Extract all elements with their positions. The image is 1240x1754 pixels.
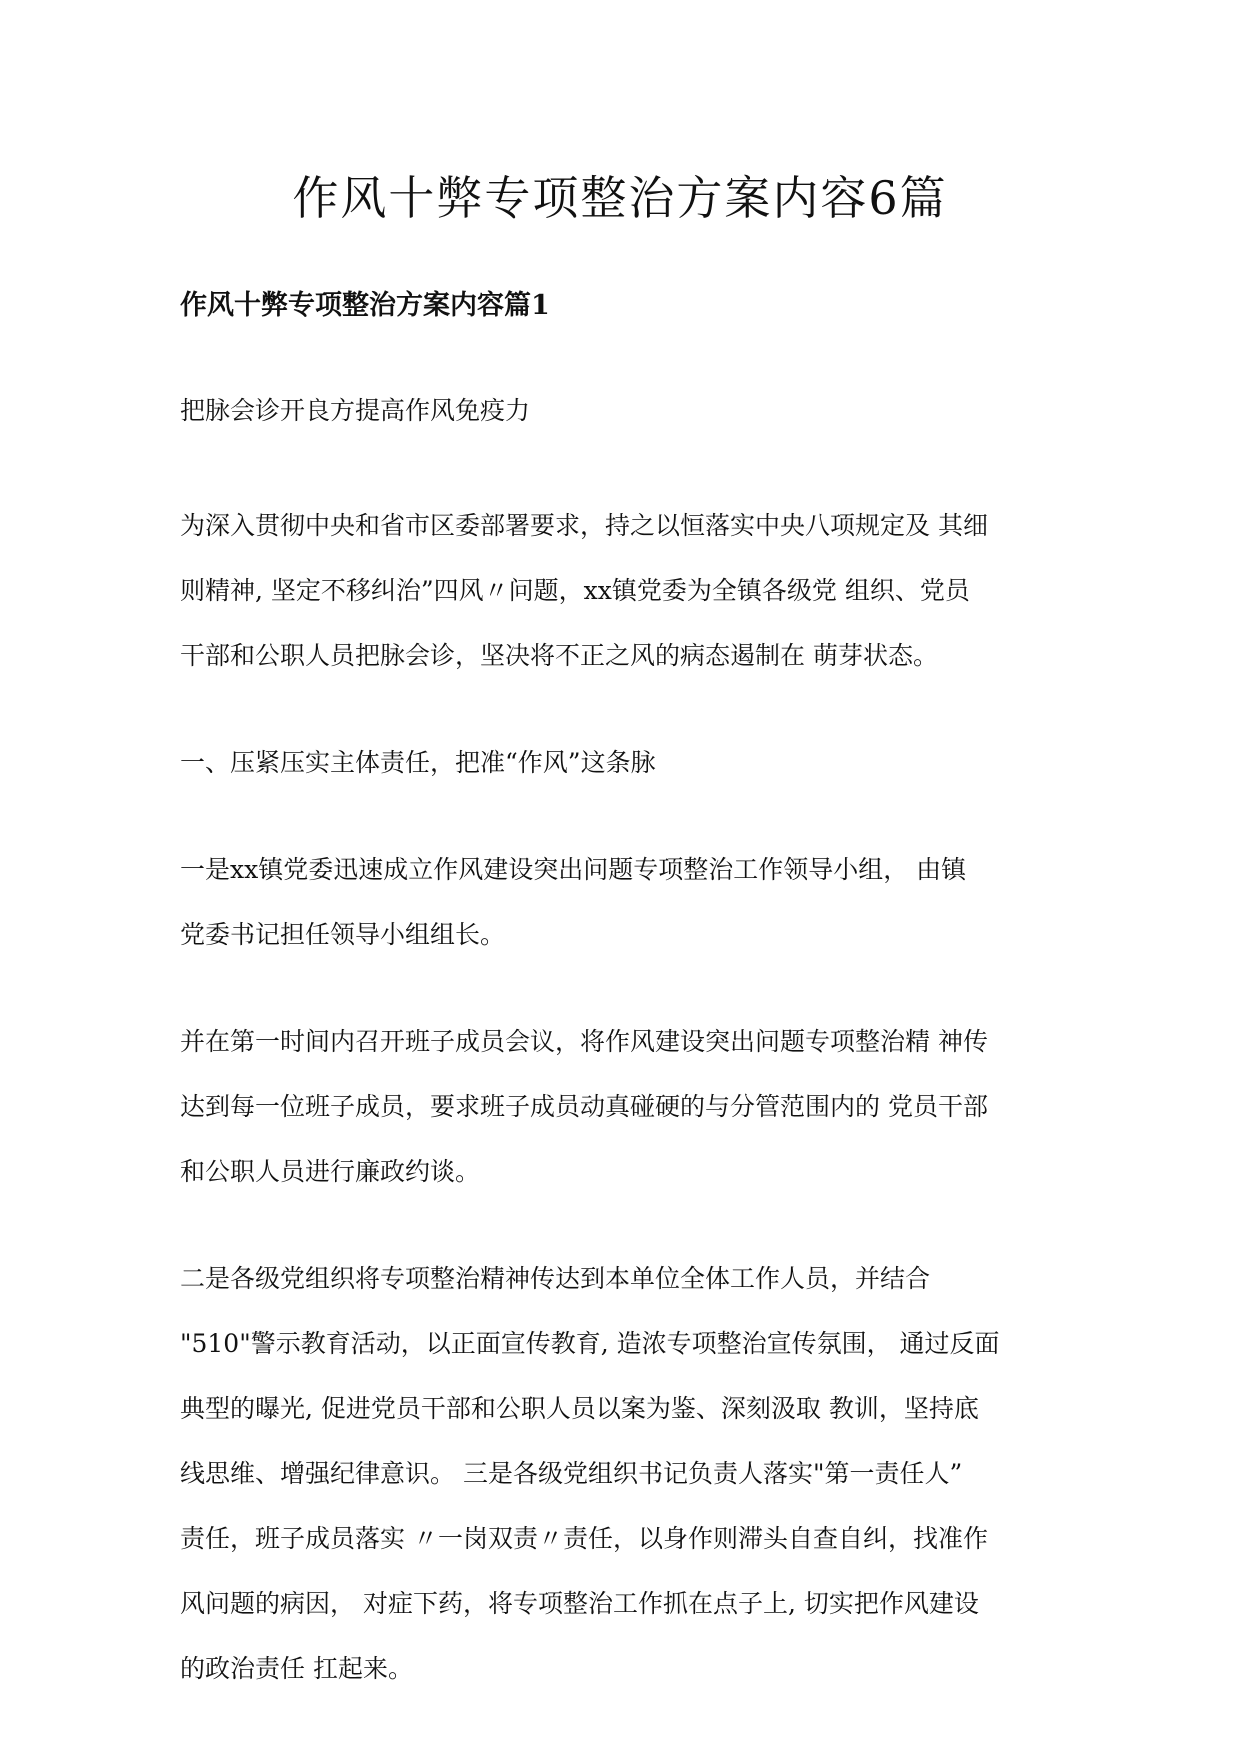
paragraph-line: "510"警示教育活动，以正面宣传教育, 造浓专项整治宣传氛围， 通过反面	[180, 1329, 1000, 1358]
paragraph-line: 责任，班子成员落实 〃一岗双责〃责任，以身作则滞头自查自纠，找准作	[180, 1524, 988, 1553]
paragraph-line: 干部和公职人员把脉会诊，坚决将不正之风的病态遏制在 萌芽状态。	[180, 641, 938, 670]
paragraph-heading	[180, 730, 1070, 795]
paragraph	[180, 1246, 1070, 1701]
document-title: 作风十弊专项整治方案内容6篇	[292, 171, 948, 225]
paragraph-line: 党委书记担任领导小组组长。	[180, 920, 506, 949]
section-subtitle: 把脉会诊开良方提高作风免疫力	[180, 396, 531, 425]
paragraph	[180, 837, 1070, 967]
section-heading: 作风十弊专项整治方案内容篇1	[180, 290, 550, 321]
paragraph-line: 和公职人员进行廉政约谈。	[180, 1157, 481, 1186]
paragraph-line: 典型的曝光, 促进党员干部和公职人员以案为鉴、深刻汲取 教训，坚持底	[180, 1394, 979, 1423]
paragraph	[180, 1009, 1070, 1204]
document-body	[180, 286, 1070, 1743]
paragraph-line: 的政治责任 扛起来。	[180, 1654, 413, 1683]
paragraph	[180, 493, 1070, 688]
paragraph-line: 二是各级党组织将专项整治精神传达到本单位全体工作人员，并结合	[180, 1264, 931, 1293]
paragraph-line: 一是xx镇党委迅速成立作风建设突出问题专项整治工作领导小组， 由镇	[180, 855, 967, 884]
paragraph-line: 则精神, 坚定不移纠治”四风〃问题，xx镇党委为全镇各级党 组织、党员	[180, 576, 970, 605]
paragraph-line: 风问题的病因， 对症下药，将专项整治工作抓在点子上, 切实把作风建设	[180, 1589, 979, 1618]
paragraph-line: 并在第一时间内召开班子成员会议，将作风建设突出问题专项整治精 神传	[180, 1027, 988, 1056]
paragraph-line: 线思维、增强纪律意识。 三是各级党组织书记负责人落实"第一责任人”	[180, 1459, 963, 1488]
paragraph-line: 为深入贯彻中央和省市区委部署要求，持之以恒落实中央八项规定及 其细	[180, 511, 988, 540]
paragraph-line: 达到每一位班子成员，要求班子成员动真碰硬的与分管范围内的 党员干部	[180, 1092, 988, 1121]
paragraph-line: 一、压紧压实主体责任，把准“作风”这条脉	[180, 748, 656, 777]
